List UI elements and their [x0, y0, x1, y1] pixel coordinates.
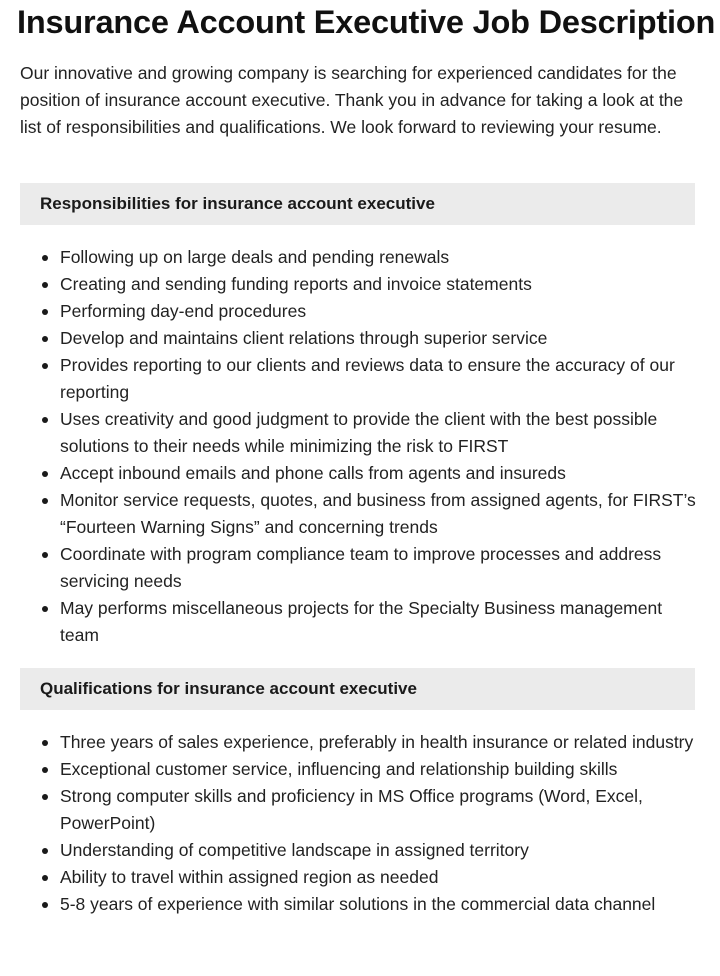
- list-item: Understanding of competitive landscape in assigned territory: [60, 837, 700, 864]
- qualifications-list: [20, 729, 700, 918]
- page-title: Insurance Account Executive Job Description: [17, 4, 716, 40]
- qualifications-heading: Qualifications for insurance account executive: [20, 668, 695, 710]
- list-item: Exceptional customer service, influencing and relationship building skills: [60, 756, 700, 783]
- responsibilities-heading: Responsibilities for insurance account executive: [20, 183, 695, 225]
- list-item: Following up on large deals and pending renewals: [60, 244, 700, 271]
- list-item: Develop and maintains client relations through superior service: [60, 325, 700, 352]
- list-item: Monitor service requests, quotes, and business from assigned agents, for FIRST’s “Fourteen Warning Signs” and concerning trends: [60, 487, 700, 541]
- list-item: 5-8 years of experience with similar solutions in the commercial data channel: [60, 891, 700, 918]
- list-item: May performs miscellaneous projects for the Specialty Business management team: [60, 595, 700, 649]
- list-item: Performing day-end procedures: [60, 298, 700, 325]
- list-item: Strong computer skills and proficiency in MS Office programs (Word, Excel, PowerPoint): [60, 783, 700, 837]
- intro-paragraph: Our innovative and growing company is searching for experienced candidates for the position of insurance account executive. Thank you in advance for taking a look at the list of responsibilities and qualifications. We look forward to reviewing your resume.: [20, 63, 684, 137]
- responsibilities-list: [20, 244, 700, 649]
- list-item: Coordinate with program compliance team to improve processes and address servicing needs: [60, 541, 700, 595]
- list-item: Three years of sales experience, preferably in health insurance or related industry: [60, 729, 700, 756]
- list-item: Creating and sending funding reports and invoice statements: [60, 271, 700, 298]
- list-item: Uses creativity and good judgment to provide the client with the best possible solutions to their needs while minimizing the risk to FIRST: [60, 406, 700, 460]
- list-item: Accept inbound emails and phone calls from agents and insureds: [60, 460, 700, 487]
- list-item: Ability to travel within assigned region as needed: [60, 864, 700, 891]
- list-item: Provides reporting to our clients and reviews data to ensure the accuracy of our reporting: [60, 352, 700, 406]
